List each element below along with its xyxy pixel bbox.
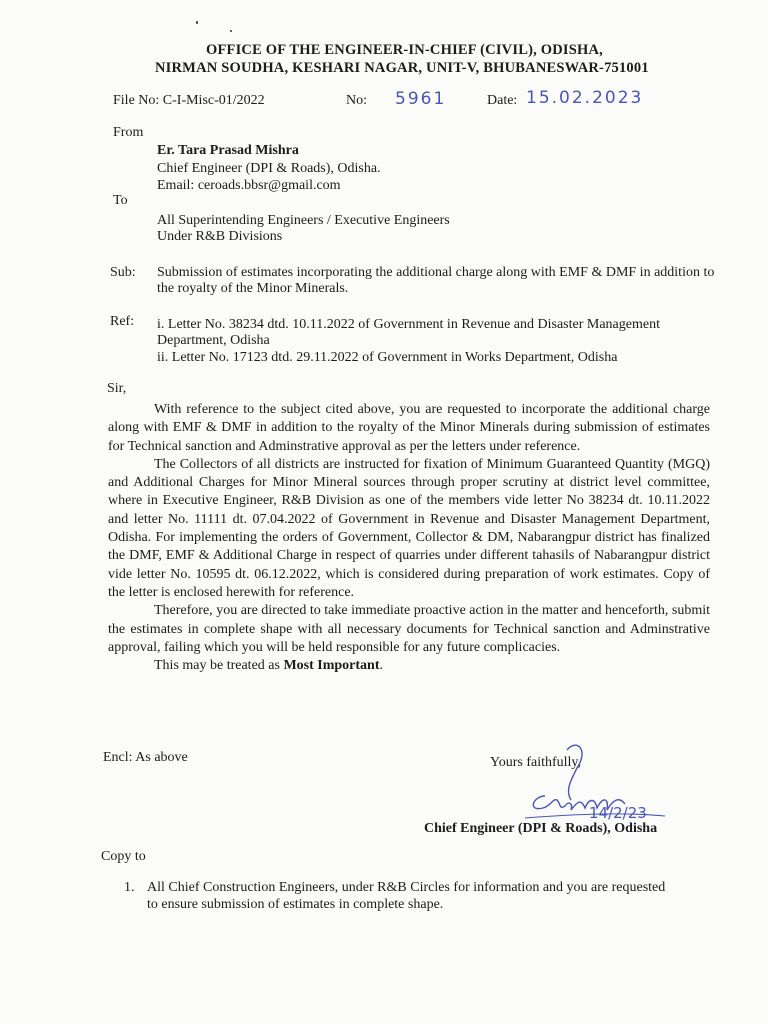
letter-no-value: 5961 (395, 89, 447, 109)
date-value: 15.02.2023 (526, 88, 644, 108)
body-paragraph-1: With reference to the subject cited above, you are requested to incorporate the additional charge along with EMF & DMF in addition to the royalty of the Minor Minerals during submission of estimates for Technical sanction and Adminstrative approval as per the letters under reference. (108, 402, 710, 454)
sender-email: Email: ceroads.bbsr@gmail.com (157, 178, 341, 193)
salutation: Sir, (107, 381, 127, 396)
body-paragraphs (108, 401, 710, 675)
copy-item-number: 1. (124, 880, 135, 895)
office-header-line2: NIRMAN SOUDHA, KESHARI NAGAR, UNIT-V, BHUBANESWAR-751001 (155, 60, 649, 76)
body-paragraph-4 (108, 657, 710, 675)
signature-graphic (515, 738, 685, 833)
priority-prefix: This may be treated as (154, 658, 280, 674)
sender-name: Er. Tara Prasad Mishra (157, 143, 299, 158)
priority-suffix: . (379, 658, 383, 674)
enclosure-note: Encl: As above (103, 750, 188, 765)
from-label: From (113, 125, 144, 140)
reference-item-2: ii. Letter No. 17123 dtd. 29.11.2022 of Government in Works Department, Odisha (157, 350, 618, 365)
date-label: Date: (487, 93, 518, 108)
recipient-line2: Under R&B Divisions (157, 229, 283, 244)
recipient-line1: All Superintending Engineers / Executive Engineers (157, 213, 450, 228)
signature-date: 14/2/23 (589, 804, 647, 822)
signatory-designation: Chief Engineer (DPI & Roads), Odisha (424, 821, 658, 836)
reference-item-1: i. Letter No. 38234 dtd. 10.11.2022 of Government in Revenue and Disaster Management Department, Odisha (157, 317, 660, 348)
letter-no-label: No: (346, 93, 367, 108)
body-paragraph-3: Therefore, you are directed to take immediate proactive action in the matter and henceforth, submit the estimates in complete shape with all necessary documents for Technical sanction and Adminstrative approval, failing which you will be held responsible for any future complicacies. (108, 603, 710, 655)
copy-to-label: Copy to (101, 849, 146, 864)
body-paragraph-2: The Collectors of all districts are instructed for fixation of Minimum Guaranteed Quantity (MGQ) and Additional Charges for Minor Mineral sources through proper scrutiny at district level committee, where in Executive Engineer, R&B Division as one of the members vide letter No 38234 dt. 10.11.2022 and letter No. 11111 dt. 07.04.2022 of Government in Revenue and Disaster Management Department, Odisha. For implementing the orders of Government, Collector & DM, Nabarangpur district has finalized the DMF, EMF & Additional Charge in respect of quarries under different tahasils of Nabarangpur district vide letter No. 10595 dt. 06.12.2022, which is considered during preparation of work estimates. Copy of the letter is enclosed herewith for reference. (108, 456, 710, 600)
scan-speck (196, 21, 198, 24)
reference-label: Ref: (110, 314, 135, 329)
file-number: File No: C-I-Misc-01/2022 (113, 93, 265, 108)
subject-text: Submission of estimates incorporating the additional charge along with EMF & DMF in addition to the royalty of the Minor Minerals. (157, 265, 715, 296)
copy-item-text: All Chief Construction Engineers, under R&B Circles for information and you are requested to ensure submission of estimates in complete shape. (147, 880, 666, 912)
sender-designation: Chief Engineer (DPI & Roads), Odisha. (157, 161, 381, 176)
to-label: To (113, 193, 128, 208)
scan-speck (230, 30, 232, 32)
subject-label: Sub: (110, 265, 136, 280)
office-header-line1: OFFICE OF THE ENGINEER-IN-CHIEF (CIVIL), ODISHA, (206, 42, 603, 58)
priority-emphasis: Most Important (283, 658, 380, 674)
closing-phrase: Yours faithfully, (490, 755, 582, 770)
